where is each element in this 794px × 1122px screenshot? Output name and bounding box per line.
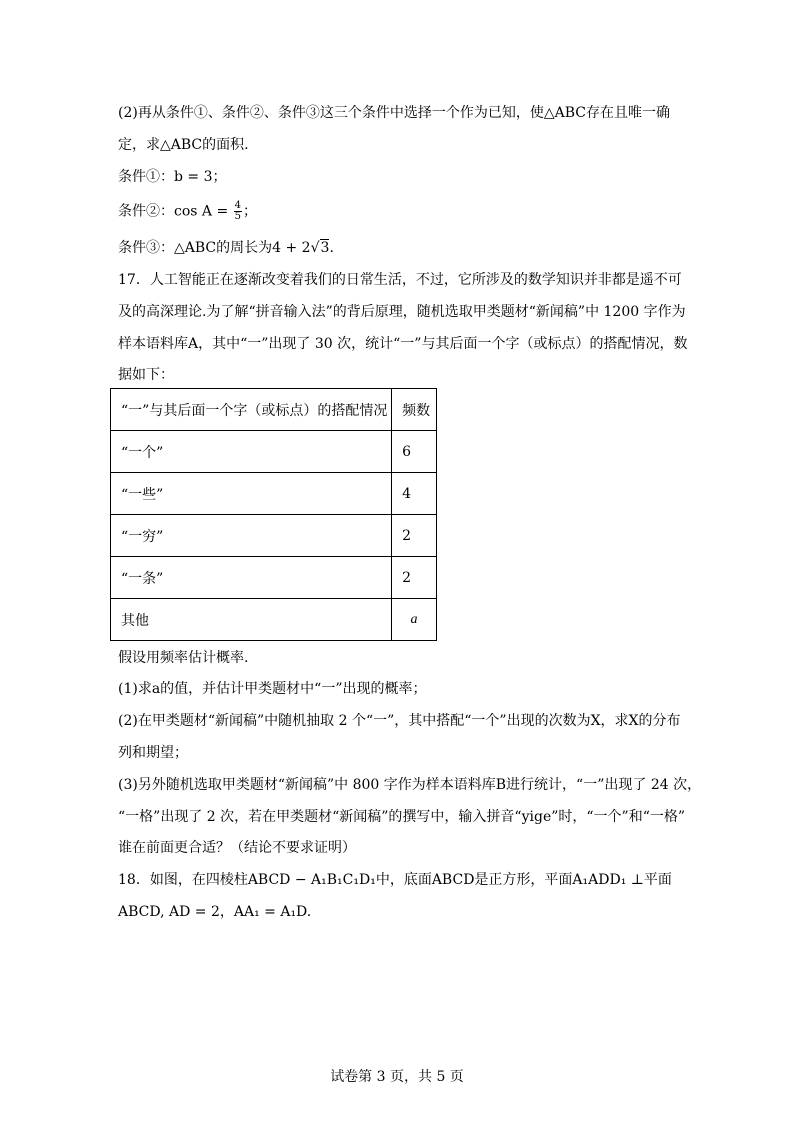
table-cell: “一些” (111, 473, 392, 515)
sqrt-sign: √ (310, 240, 320, 256)
page-footer: 试卷第 3 页，共 5 页 (330, 1069, 464, 1085)
fraction-denominator: 5 (234, 211, 242, 222)
q17-line4: 据如下： (118, 367, 174, 383)
q17-line3: 样本语料库A，其中“一”出现了 30 次，统计“一”与其后面一个字（或标点）的搭配情况，数 (118, 336, 688, 352)
q17-line1: 17．人工智能正在逐渐改变着我们的日常生活，不过，它所涉及的数学知识并非都是遥不可 (118, 272, 682, 288)
condition-1: 条件①：b = 3； (118, 169, 227, 185)
table-cell: 2 (392, 557, 437, 599)
condition-2 (118, 201, 257, 222)
q17-part3-line2: “一格”出现了 2 次，若在甲类题材“新闻稿”的撰写中，输入拼音“yige”时，“一个”和“一格” (118, 809, 686, 825)
table-cell: 其他 (111, 599, 392, 641)
q17-part1: (1)求a的值，并估计甲类题材中“一”出现的概率； (118, 681, 427, 697)
q17-part2-line1: (2)在甲类题材“新闻稿”中随机抽取 2 个“一”，其中搭配“一个”出现的次数为X，求X的分布 (118, 713, 681, 729)
table-cell: “一穷” (111, 515, 392, 557)
table-row (111, 515, 437, 557)
condition-2-prefix: 条件②：cos A = (118, 203, 233, 220)
condition-2-suffix: ； (243, 203, 258, 220)
fraction-4-5 (234, 201, 242, 222)
frequency-table (110, 388, 437, 641)
table-row (111, 599, 437, 641)
table-header-cell: 频数 (392, 389, 437, 431)
q17-part3-line1: (3)另外随机选取甲类题材“新闻稿”中 800 字作为样本语料库B进行统计，“一”出现了 24 次， (118, 777, 702, 793)
table-cell: “一条” (111, 557, 392, 599)
table-cell: 4 (392, 473, 437, 515)
table-cell: a (392, 599, 437, 641)
table-cell: “一个” (111, 431, 392, 473)
part2-line2: 定，求△ABC的面积. (118, 137, 249, 153)
table-row (111, 557, 437, 599)
table-cell: 6 (392, 431, 437, 473)
table-row (111, 431, 437, 473)
table-header-row (111, 389, 437, 431)
q17-part2-line2: 列和期望； (118, 745, 188, 761)
sqrt-radicand: 3 (320, 240, 330, 256)
q17-part3-line3: 谁在前面更合适？（结论不要求证明） (118, 840, 356, 856)
part2-line1: (2)再从条件①、条件②、条件③这三个条件中选择一个作为已知，使△ABC存在且唯一确 (118, 105, 670, 121)
table-header-cell: “一”与其后面一个字（或标点）的搭配情况 (111, 389, 392, 431)
q18-line1: 18．如图，在四棱柱ABCD − A₁B₁C₁D₁中，底面ABCD是正方形，平面A₁ADD₁ ⊥平面 (118, 872, 672, 888)
q17-line2: 及的高深理论.为了解“拼音输入法”的背后原理，随机选取甲类题材“新闻稿”中 1200 字作为 (118, 304, 686, 320)
table-row (111, 473, 437, 515)
assumption-text: 假设用频率估计概率. (118, 650, 249, 666)
condition-3-suffix: . (329, 240, 334, 256)
fraction-numerator: 4 (234, 200, 242, 211)
condition-3-prefix: 条件③：△ABC的周长为4 + 2 (118, 240, 311, 256)
condition-3 (118, 238, 334, 258)
table-cell: 2 (392, 515, 437, 557)
q18-line2: ABCD, AD = 2，AA₁ = A₁D. (118, 904, 312, 920)
